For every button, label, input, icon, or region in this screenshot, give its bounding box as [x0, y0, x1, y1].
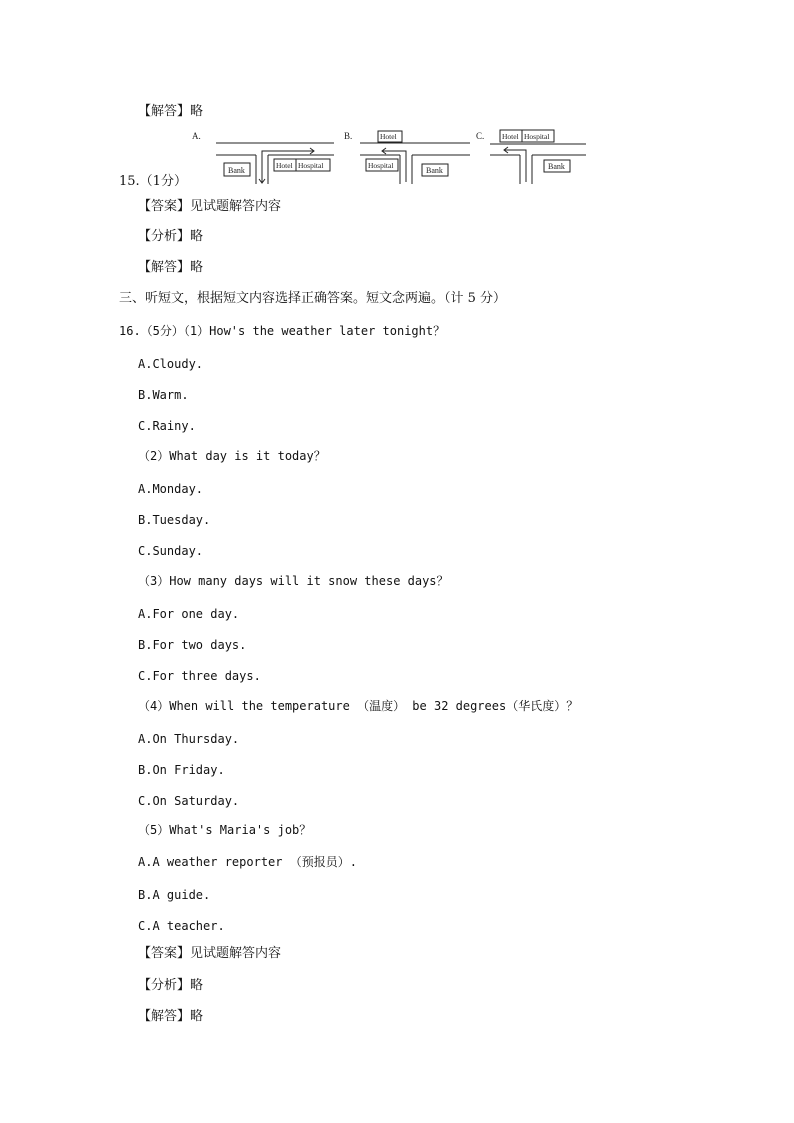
section3-title: 三、听短文，根据短文内容选择正确答案。短文念两遍。（计 5 分）: [119, 291, 507, 306]
q16-5-question: （5）What's Maria's job？: [138, 823, 312, 837]
q15-head: 15.（1分）: [119, 174, 187, 189]
q15-answer: 【答案】见试题解答内容: [138, 199, 282, 214]
q15-analysis: 【分析】略: [138, 229, 204, 244]
c-hospital: Hospital: [524, 132, 550, 141]
q16-5-option-c: C.A teacher.: [138, 919, 225, 933]
q16-5-option-a: A.A weather reporter （预报员）.: [138, 855, 357, 869]
b-hotel: Hotel: [380, 132, 397, 141]
a-hotel: Hotel: [276, 161, 293, 170]
q16-4-option-a: A.On Thursday.: [138, 732, 240, 746]
label-b: B.: [344, 131, 353, 141]
c-bank: Bank: [548, 162, 565, 171]
q16-3-option-a: A.For one day.: [138, 607, 240, 621]
q16-analysis: 【分析】略: [138, 978, 204, 993]
q16-2-question: （2）What day is it today？: [138, 449, 326, 463]
c-hotel: Hotel: [502, 132, 519, 141]
q16-4-option-c: C.On Saturday.: [138, 794, 240, 808]
label-a: A.: [192, 131, 201, 141]
b-bank: Bank: [426, 166, 443, 175]
q16-2-option-b: B.Tuesday.: [138, 513, 211, 527]
q16-2-option-c: C.Sunday.: [138, 544, 204, 558]
q16-4-option-b: B.On Friday.: [138, 763, 225, 777]
q16-3-question: （3）How many days will it snow these days？: [138, 574, 449, 588]
a-hospital: Hospital: [298, 161, 324, 170]
q16-head: 16.（5分）（1）How's the weather later tonight？: [119, 324, 446, 338]
q16-1-option-a: A.Cloudy.: [138, 357, 204, 371]
b-hospital: Hospital: [368, 161, 394, 170]
q16-1-option-c: C.Rainy.: [138, 419, 196, 433]
q16-answer: 【答案】见试题解答内容: [138, 946, 282, 961]
q16-3-option-c: C.For three days.: [138, 669, 261, 683]
label-c: C.: [476, 131, 485, 141]
q15-solution: 【解答】略: [138, 260, 204, 275]
a-bank: Bank: [228, 166, 245, 175]
q16-4-question: （4）When will the temperature （温度） be 32 degrees（华氏度）？: [138, 699, 579, 713]
q16-1-option-b: B.Warm.: [138, 388, 189, 402]
q16-3-option-b: B.For two days.: [138, 638, 247, 652]
q14-solution: 【解答】略: [138, 104, 204, 119]
q16-solution: 【解答】略: [138, 1009, 204, 1024]
q16-5-option-b: B.A guide.: [138, 888, 211, 902]
route-diagram: [188, 124, 590, 186]
q16-2-option-a: A.Monday.: [138, 482, 204, 496]
